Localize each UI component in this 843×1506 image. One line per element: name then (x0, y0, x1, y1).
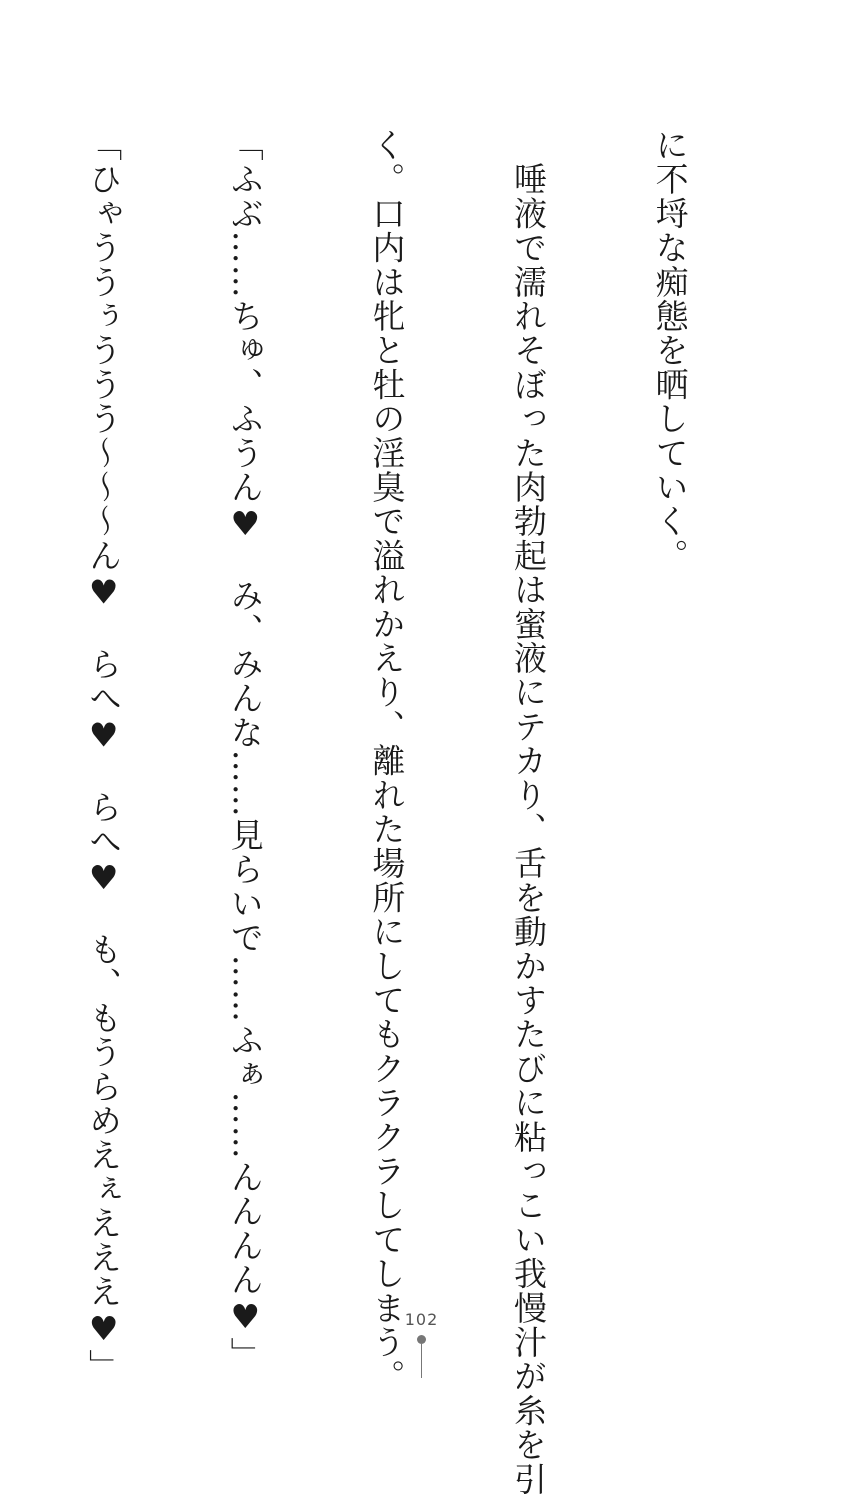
page-marker-dot-icon (417, 1335, 426, 1344)
page-footer (0, 1310, 843, 1378)
text-line-5: 「ひゃううぅううう〜〜〜ん♥ らへ♥ らへ♥ も、もうらめえぇえええ♥」 (84, 128, 124, 1384)
page-marker-line (421, 1344, 422, 1378)
text-line-4: 「ふぶ……ちゅ、ふうん♥ み、みんな……見らいで……ふぁ……んんんん♥」 (225, 128, 265, 1372)
page-number: 102 (404, 1310, 439, 1329)
text-line-1: に不埒な痴態を晒していく。 (650, 128, 690, 573)
text-line-2: 唾液で濡れそぼった肉勃起は蜜液にテカり、舌を動かすたびに粘っこい我慢汁が糸を引 (508, 128, 548, 1496)
text-line-3: く。口内は牝と牡の淫臭で溢れかえり、離れた場所にしてもクラクラしてしまう。 (367, 128, 407, 1394)
